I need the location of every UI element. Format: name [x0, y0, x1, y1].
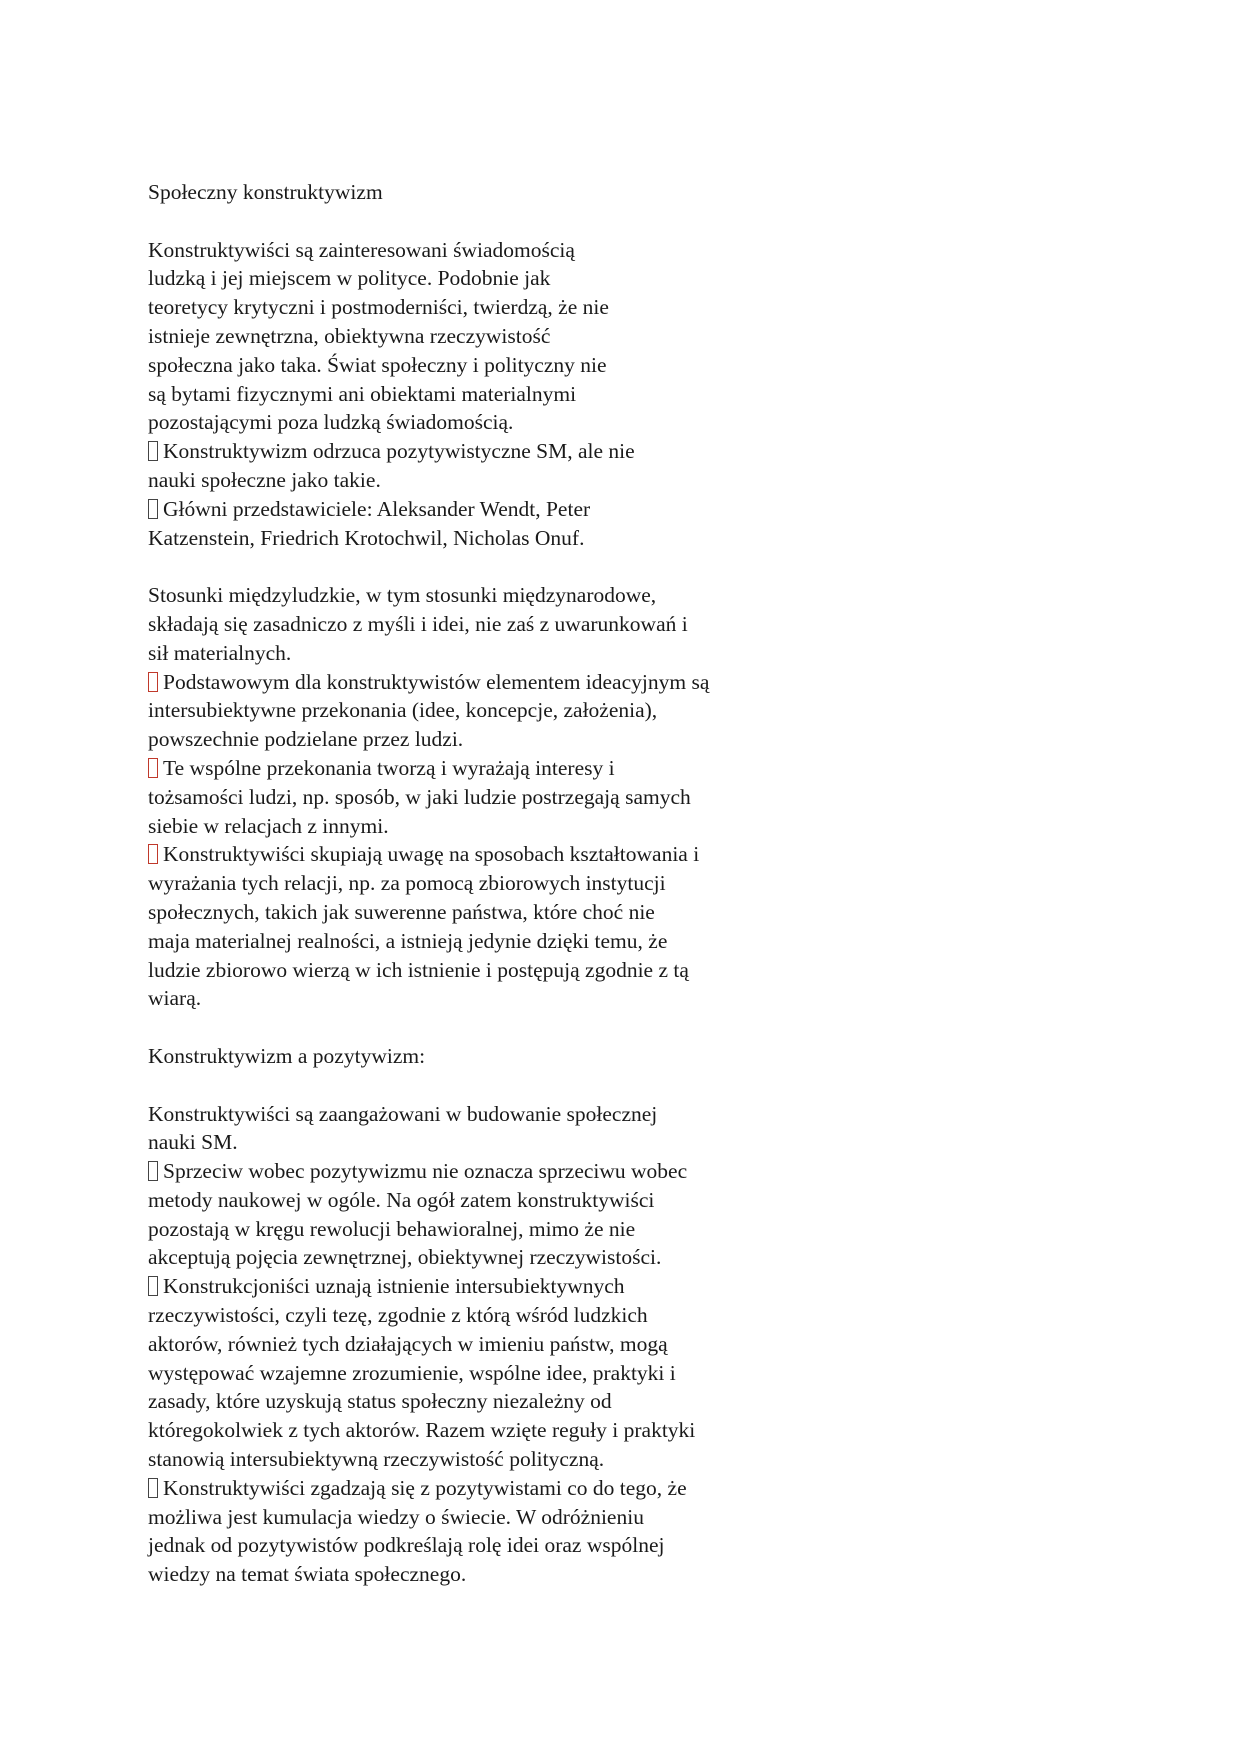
- text-line: pozostającymi poza ludzką świadomością.: [148, 410, 514, 435]
- text-line: pozostają w kręgu rewolucji behawioralnej, mimo że nie: [148, 1216, 636, 1241]
- text-line: Konstrukcjoniści uznają istnienie intersubiektywnych: [163, 1274, 625, 1299]
- spacer: [148, 1013, 828, 1042]
- section-heading: Konstruktywizm a pozytywizm:: [148, 1043, 426, 1068]
- bullet-item: [148, 754, 828, 840]
- paragraph-intro: [148, 236, 828, 438]
- text-line: są bytami fizycznymi ani obiektami materialnymi: [148, 381, 577, 406]
- text-line: Stosunki międzyludzkie, w tym stosunki międzynarodowe,: [148, 583, 657, 608]
- bullet-item: [148, 1272, 828, 1474]
- text-line: zasady, które uzyskują status społeczny niezależny od: [148, 1389, 612, 1414]
- bullet-box-icon: [148, 441, 158, 461]
- text-line: ludzie zbiorowo wierzą w ich istnienie i postępują zgodnie z tą: [148, 957, 689, 982]
- text-line: tożsamości ludzi, np. sposób, w jaki ludzie postrzegają samych: [148, 784, 691, 809]
- text-line: nauki SM.: [148, 1130, 238, 1155]
- bullet-item: [148, 437, 828, 495]
- document-body: [148, 178, 828, 1589]
- bullet-box-icon: [148, 1276, 158, 1296]
- paragraph-relations: [148, 581, 828, 667]
- text-line: intersubiektywne przekonania (idee, koncepcje, założenia),: [148, 698, 658, 723]
- text-line: Podstawowym dla konstruktywistów elementem ideacyjnym są: [163, 669, 710, 694]
- bullet-item: [148, 840, 828, 1013]
- text-line: Katzenstein, Friedrich Krotochwil, Nicholas Onuf.: [148, 525, 585, 550]
- text-line: Te wspólne przekonania tworzą i wyrażają interesy i: [163, 755, 615, 780]
- text-line: maja materialnej realności, a istnieją jedynie dzięki temu, że: [148, 928, 668, 953]
- text-line: aktorów, również tych działających w imieniu państw, mogą: [148, 1331, 668, 1356]
- text-line: wiarą.: [148, 986, 202, 1011]
- text-line: Konstruktywiści są zainteresowani świadomością: [148, 237, 575, 262]
- text-line: akceptują pojęcia zewnętrznej, obiektywnej rzeczywistości.: [148, 1245, 662, 1270]
- text-line: powszechnie podzielane przez ludzi.: [148, 727, 464, 752]
- bullet-box-icon: [148, 758, 158, 778]
- text-line: występować wzajemne zrozumienie, wspólne idee, praktyki i: [148, 1360, 676, 1385]
- document-title: Społeczny konstruktywizm: [148, 180, 383, 204]
- bullet-box-icon: [148, 672, 158, 692]
- text-line: metody naukowej w ogóle. Na ogół zatem konstruktywiści: [148, 1187, 655, 1212]
- text-line: jednak od pozytywistów podkreślają rolę idei oraz wspólnej: [148, 1533, 665, 1558]
- text-line: siebie w relacjach z innymi.: [148, 813, 389, 838]
- text-line: któregokolwiek z tych aktorów. Razem wzięte reguły i praktyki: [148, 1418, 696, 1443]
- text-line: Konstruktywiści są zaangażowani w budowanie społecznej: [148, 1101, 658, 1126]
- spacer: [148, 207, 828, 236]
- text-line: możliwa jest kumulacja wiedzy o świecie. W odróżnieniu: [148, 1504, 644, 1529]
- spacer: [148, 1071, 828, 1100]
- text-line: społecznych, takich jak suwerenne państwa, które choć nie: [148, 899, 655, 924]
- text-line: istnieje zewnętrzna, obiektywna rzeczywistość: [148, 323, 551, 348]
- text-line: Konstruktywiści skupiają uwagę na sposobach kształtowania i: [163, 842, 700, 867]
- spacer: [148, 552, 828, 581]
- text-line: Główni przedstawiciele: Aleksander Wendt, Peter: [163, 496, 591, 521]
- bullet-box-icon: [148, 844, 158, 864]
- text-line: Konstruktywiści zgadzają się z pozytywistami co do tego, że: [163, 1475, 687, 1500]
- text-line: Konstruktywizm odrzuca pozytywistyczne SM, ale nie: [163, 439, 635, 464]
- text-line: społeczna jako taka. Świat społeczny i polityczny nie: [148, 352, 607, 377]
- text-line: Sprzeciw wobec pozytywizmu nie oznacza sprzeciwu wobec: [163, 1159, 688, 1184]
- paragraph-positivism: [148, 1100, 828, 1158]
- text-line: stanowią intersubiektywną rzeczywistość polityczną.: [148, 1447, 605, 1472]
- bullet-box-icon: [148, 499, 158, 519]
- text-line: teoretycy krytyczni i postmoderniści, twierdzą, że nie: [148, 295, 609, 320]
- bullet-item: [148, 1157, 828, 1272]
- bullet-item: [148, 668, 828, 754]
- text-line: wiedzy na temat świata społecznego.: [148, 1562, 467, 1587]
- text-line: rzeczywistości, czyli tezę, zgodnie z którą wśród ludzkich: [148, 1303, 648, 1328]
- bullet-box-icon: [148, 1478, 158, 1498]
- bullet-item: [148, 1474, 828, 1589]
- text-line: wyrażania tych relacji, np. za pomocą zbiorowych instytucji: [148, 871, 666, 896]
- text-line: składają się zasadniczo z myśli i idei, nie zaś z uwarunkowań i: [148, 611, 688, 636]
- text-line: sił materialnych.: [148, 640, 292, 665]
- bullet-item: [148, 495, 828, 553]
- text-line: nauki społeczne jako takie.: [148, 467, 381, 492]
- text-line: ludzką i jej miejscem w polityce. Podobnie jak: [148, 266, 551, 291]
- bullet-box-icon: [148, 1161, 158, 1181]
